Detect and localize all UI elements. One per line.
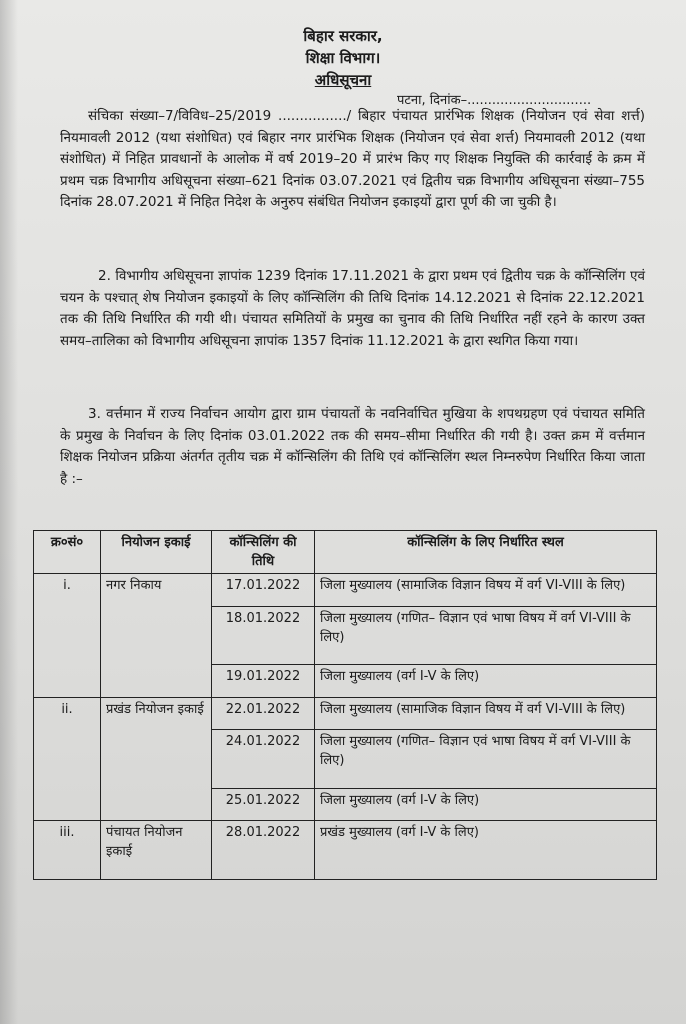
header-serial: क्र०सं० [34,531,101,574]
counselling-schedule-table [33,530,657,880]
date-cell: 22.01.2022 [212,697,315,730]
serial-cell: iii. [34,821,101,880]
date-cell: 17.01.2022 [212,574,315,607]
table-row [34,821,657,880]
table-header-row [34,531,657,574]
paragraph-2: 2. विभागीय अधिसूचना ज्ञापांक 1239 दिनांक 17.11.2021 के द्वारा प्रथम एवं द्वितीय चक्र के कॉन्सिलिंग एवं चयन के पश्चात् शेष नियोजन इकाइयों के लिए कॉन्सिलिंग की तिथि दिनांक 14.12.2021 से दिनांक 22.12.2021 तक की तिथि निर्धारित की गयी थी। पंचायत समितियों के प्रमुख का चुनाव की तिथि निर्धारित नहीं रहने के कारण उक्त समय–तालिका को विभागीय अधिसूचना ज्ञापांक 1357 दिनांक 11.12.2021 के द्वारा स्थगित किया गया। [60,268,645,349]
date-cell: 28.01.2022 [212,821,315,880]
unit-cell: पंचायत नियोजन इकाई [101,821,212,880]
venue-cell: जिला मुख्यालय (सामाजिक विज्ञान विषय में वर्ग VI-VIII के लिए) [315,697,657,730]
venue-cell: जिला मुख्यालय (वर्ग I-V के लिए) [315,665,657,698]
header-venue: कॉन्सिलिंग के लिए निर्धारित स्थल [315,531,657,574]
venue-cell: प्रखंड मुख्यालय (वर्ग I-V के लिए) [315,821,657,880]
header-unit: नियोजन इकाई [101,531,212,574]
place-date: पटना, दिनांक–.............................. [397,93,592,108]
department-title: शिक्षा विभाग। [305,49,381,67]
date-cell: 18.01.2022 [212,606,315,664]
date-cell: 19.01.2022 [212,665,315,698]
venue-cell: जिला मुख्यालय (सामाजिक विज्ञान विषय में वर्ग VI-VIII के लिए) [315,574,657,607]
header-date: कॉन्सिलिंग की तिथि [212,531,315,574]
unit-cell: प्रखंड नियोजन इकाई [101,697,212,821]
serial-cell: i. [34,574,101,698]
table-row [34,697,657,730]
notification-title: अधिसूचना [314,71,372,89]
date-cell: 24.01.2022 [212,730,315,788]
paragraph-1: संचिका संख्या–7/विविध–25/2019 ................/ बिहार पंचायत प्रारंभिक शिक्षक (नियोजन एवं सेवा शर्त्त) नियमावली 2012 (यथा संशोधित) एवं बिहार नगर प्रारंभिक शिक्षक (नियोजन एवं सेवा शर्त्त) नियमावली 2012 (यथा संशोधित) में निहित प्रावधानों के आलोक में वर्ष 2019–20 में प्रारंभ किए गए शिक्षक नियुक्ति की कार्रवाई के क्रम में प्रथम चक्र विभागीय अधिसूचना संख्या–621 दिनांक 03.07.2021 एवं द्वितीय चक्र विभागीय अधिसूचना संख्या–755 दिनांक 28.07.2021 में निहित निदेश के अनुरुप संबंधित नियोजन इकाइयों द्वारा पूर्ण की जा चुकी है। [60,108,645,210]
venue-cell: जिला मुख्यालय (गणित– विज्ञान एवं भाषा विषय में वर्ग VI-VIII के लिए) [315,730,657,788]
venue-cell: जिला मुख्यालय (गणित– विज्ञान एवं भाषा विषय में वर्ग VI-VIII के लिए) [315,606,657,664]
unit-cell: नगर निकाय [101,574,212,698]
govt-title: बिहार सरकार, [303,27,383,45]
paragraph-3: 3. वर्त्तमान में राज्य निर्वाचन आयोग द्वारा ग्राम पंचायतों के नवनिर्वाचित मुखिया के शपथग्रहण एवं पंचायत समिति के प्रमुख के निर्वाचन के लिए दिनांक 03.01.2022 तक की समय–सीमा निर्धारित की गयी है। उक्त क्रम में वर्त्तमान शिक्षक नियोजन प्रक्रिया अंतर्गत तृतीय चक्र में कॉन्सिलिंग की तिथि एवं कॉन्सिलिंग स्थल निम्नरुपेण निर्धारित किया जाता है :– [60,406,645,487]
date-cell: 25.01.2022 [212,788,315,821]
table-row [34,574,657,607]
venue-cell: जिला मुख्यालय (वर्ग I-V के लिए) [315,788,657,821]
serial-cell: ii. [34,697,101,821]
